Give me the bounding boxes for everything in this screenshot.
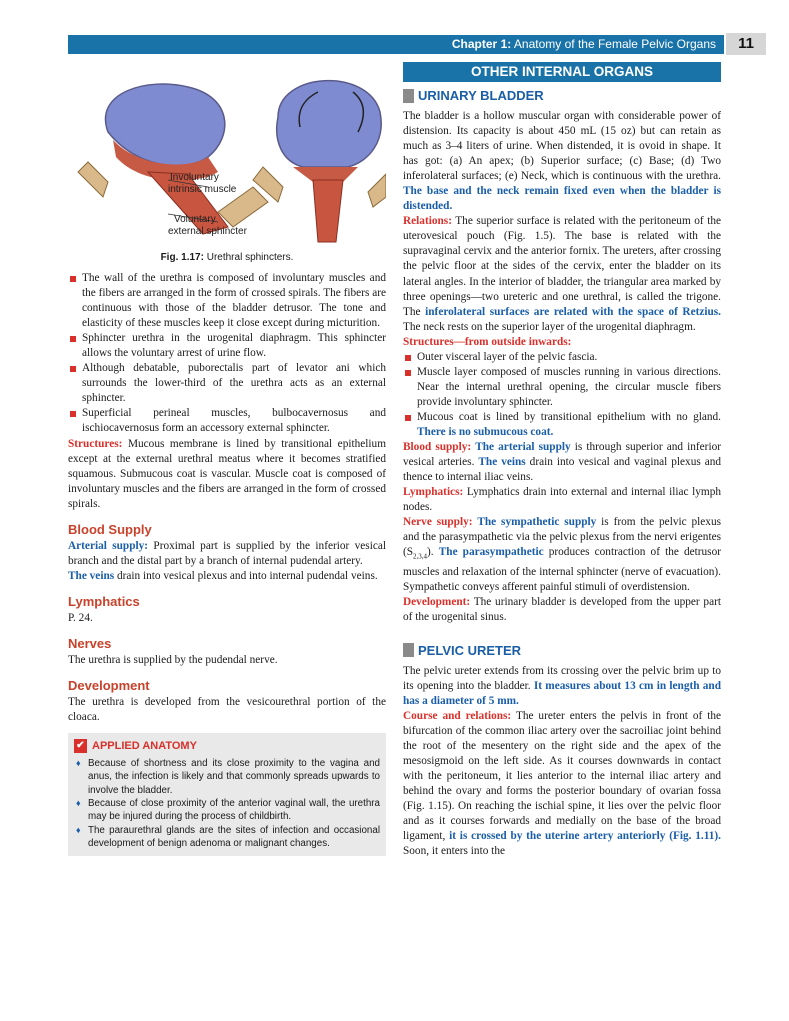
relations-paragraph	[403, 214, 721, 334]
left-column	[68, 62, 386, 856]
urethral-sphincter-illustration	[68, 62, 386, 250]
relations-text: The superior surface is related with the peritoneum of the uterovesical pouch (Fig. 1.5). The base is related with the supravaginal cervix and the anterior fornix. The ureters, after crossing the pelvic floor at the sides of the cervix, enter the bladder on its lateral angles. In the interior of bladder, the triangular area marked by three openings—two ureteric and one urethral, is called the trigone. The	[403, 215, 722, 318]
lymphatics-text: P. 24.	[68, 611, 93, 624]
structures-heading: Structures—from outside inwards:	[403, 335, 572, 348]
list-item: Superficial perineal muscles, bulbocavernosus and ischiocavernosus form an accessory external sphincter.	[68, 406, 386, 436]
blood-text-1: is through superior and inferior vesical arteries.	[403, 441, 721, 469]
relations-tail: The neck rests on the superior layer of the urogenital diaphragm.	[403, 320, 696, 333]
arterial-paragraph	[68, 539, 386, 569]
parasympathetic-bold: The parasympathetic	[438, 546, 544, 559]
lymphatics-text: Lymphatics drain into external and internal iliac lymph nodes.	[403, 486, 721, 514]
mucous-coat-bold: There is no submucous coat.	[417, 425, 554, 438]
lymphatics-label: Lymphatics:	[403, 486, 464, 499]
nerve-subscript: 2,3,4	[413, 552, 428, 561]
blood-text-2: drain into vesical and vaginal plexus and thence to internal iliac veins.	[403, 456, 722, 484]
blood-supply-paragraph	[403, 440, 721, 485]
bladder-intro-text: The bladder is a hollow muscular organ with considerable power of distension. Its capacity is about 450 mL (15 oz) but can retain as much as 3–4 liters of urine. When distended, it is ovoid in shape. It has got: (a) An apex; (b) Superior surface; (c) Base; (d) Two inferolateral surfaces; (e) Neck, which is continuous with the urethra.	[403, 110, 721, 183]
bladder-intro-bold: The base and the neck remain fixed even when the bladder is distended.	[403, 185, 721, 213]
figure-caption	[68, 252, 386, 263]
nerve-supply-paragraph	[403, 515, 721, 594]
development-label: Development:	[403, 595, 471, 608]
applied-anatomy-list	[74, 757, 380, 850]
nerve-supply-label: Nerve supply:	[403, 516, 473, 529]
list-item: Although debatable, puborectalis part of levator ani which surrounds the lower-third of the urethra acts as an external sphincter.	[68, 361, 386, 406]
book-icon: ✔	[74, 739, 87, 753]
caption-number: Fig. 1.17:	[160, 252, 204, 263]
running-header	[68, 35, 724, 54]
veins-label: The veins	[68, 569, 115, 582]
development-heading: Development	[68, 677, 150, 693]
development-paragraph	[403, 595, 721, 625]
urinary-bladder-heading	[403, 88, 721, 103]
course-text: The ureter enters the pelvis in front of the bifurcation of the common iliac artery over the sacroiliac joint behind the root of the mesentery on the right side and the apex of the mesosigmoid on the left side. As it courses downwards in contact with the peritoneum, it lies anterior to the internal iliac artery and behind the ovary and forms the posterior boundary of ovarian fossa (Fig. 1.15). On reaching the ischial spine, it lies over the pelvic floor and as it courses forwards and medially on the base of the broad ligament,	[403, 709, 722, 843]
arterial-supply-bold: The arterial supply	[475, 441, 571, 454]
relations-label: Relations:	[403, 215, 452, 228]
veins-bold: The veins	[478, 456, 526, 469]
nerve-text-2: ).	[427, 546, 434, 559]
list-item: ♦ The paraurethral glands are the sites of infection and occasional development of benign adenoma or malignant changes.	[74, 824, 380, 851]
nerves-text: The urethra is supplied by the pudendal nerve.	[68, 653, 278, 666]
list-item	[403, 410, 721, 440]
structures-label: Structures:	[68, 437, 123, 450]
course-tail: Soon, it enters into the	[403, 845, 505, 858]
applied-anatomy-title	[74, 739, 380, 753]
nerve-text-3: produces contraction of the detrusor muscles and relaxation of the internal sphincter (nerve of evacuation). Sympathetic conveys afferent painful stimuli of overdistension.	[403, 546, 721, 593]
arterial-text: Proximal part is supplied by the inferior vesical branch and the distal part by a branch of internal pudendal artery.	[68, 539, 387, 567]
course-paragraph	[403, 709, 721, 859]
sympathetic-bold: The sympathetic supply	[477, 516, 597, 529]
list-item: Muscle layer composed of muscles running in various directions. Near the internal urethral opening, the circular muscle fibers provide involuntary sphincter.	[403, 365, 721, 410]
blood-supply-label: Blood supply:	[403, 441, 472, 454]
nerve-text-1: is from the pelvic plexus and the parasympathetic via the pelvic plexus from the nervi erigentes (S	[403, 516, 721, 559]
list-item: The wall of the urethra is composed of involuntary muscles and the fibers are arranged in the form of crossed spirals. The fibers are continuous with those of the bladder detrusor. The tone and elasticity of these muscles keep it close except during micturition.	[68, 271, 386, 331]
caption-text: Urethral sphincters.	[206, 252, 294, 263]
blood-supply-heading: Blood Supply	[68, 521, 152, 537]
page-number: 11	[726, 33, 766, 55]
list-item: ♦ Because of close proximity of the anterior vaginal wall, the urethra may be injured during the process of childbirth.	[74, 797, 380, 824]
ureter-text: The pelvic ureter extends from its crossing over the pelvic brim up to its opening into the bladder.	[403, 664, 721, 692]
label-intrinsic-muscle: intrinsic muscle	[168, 184, 237, 195]
right-column	[403, 62, 721, 859]
relations-bold: inferolateral surfaces are related with the space of Retzius.	[425, 305, 722, 318]
course-bold: it is crossed by the uterine artery anteriorly (Fig. 1.11).	[449, 830, 721, 843]
list-item: ♦ Because of shortness and its close proximity to the vagina and anus, the infection is likely and that commonly spreads upwards to involve the bladder.	[74, 757, 380, 797]
structures-list	[403, 350, 721, 440]
applied-anatomy-label: APPLIED ANATOMY	[92, 740, 197, 753]
nerves-heading: Nerves	[68, 635, 112, 651]
chapter-title: Anatomy of the Female Pelvic Organs	[513, 37, 716, 51]
label-involuntary: Involuntary	[170, 172, 219, 183]
structures-text: Mucous membrane is lined by transitional epithelium except at the external urethral meatus where it becomes stratified squamous. Submucous coat is vascular. Muscle coat is composed of involuntary muscles and the fibers are arranged in the form of crossed spirals.	[68, 437, 386, 510]
heading-marker-icon	[403, 643, 414, 657]
label-voluntary: Voluntary	[174, 214, 216, 225]
heading-marker-icon	[403, 89, 414, 103]
bladder-intro	[403, 109, 721, 214]
ureter-paragraph	[403, 664, 721, 709]
arterial-label: Arterial supply:	[68, 539, 149, 552]
mucous-coat-text: Mucous coat is lined by transitional epithelium with no gland.	[417, 410, 721, 423]
course-label: Course and relations:	[403, 709, 512, 722]
veins-text: drain into vesical plexus and into internal pudendal veins.	[116, 569, 378, 582]
urethral-sphincter-figure	[68, 62, 386, 250]
list-item: Outer visceral layer of the pelvic fascia.	[403, 350, 721, 365]
pelvic-ureter-heading	[403, 643, 721, 658]
sphincter-list	[68, 271, 386, 437]
chapter-label: Chapter 1:	[451, 37, 512, 51]
section-banner: OTHER INTERNAL ORGANS	[403, 62, 721, 82]
urinary-bladder-title: URINARY BLADDER	[418, 88, 544, 103]
label-external-sphincter: external sphincter	[168, 226, 247, 237]
applied-anatomy-box	[68, 733, 386, 856]
development-text: The urinary bladder is developed from the upper part of the urogenital sinus.	[403, 595, 721, 623]
veins-paragraph	[68, 569, 386, 584]
list-item: Sphincter urethra in the urogenital diaphragm. This sphincter allows the voluntary arrest of urine flow.	[68, 331, 386, 361]
ureter-bold: It measures about 13 cm in length and has a diameter of 5 mm.	[403, 679, 721, 707]
lymphatics-heading: Lymphatics	[68, 593, 140, 609]
pelvic-ureter-title: PELVIC URETER	[418, 642, 522, 658]
development-text: The urethra is developed from the vesicourethral portion of the cloaca.	[68, 695, 386, 724]
structures-paragraph	[68, 437, 386, 512]
lymphatics-paragraph	[403, 485, 721, 515]
